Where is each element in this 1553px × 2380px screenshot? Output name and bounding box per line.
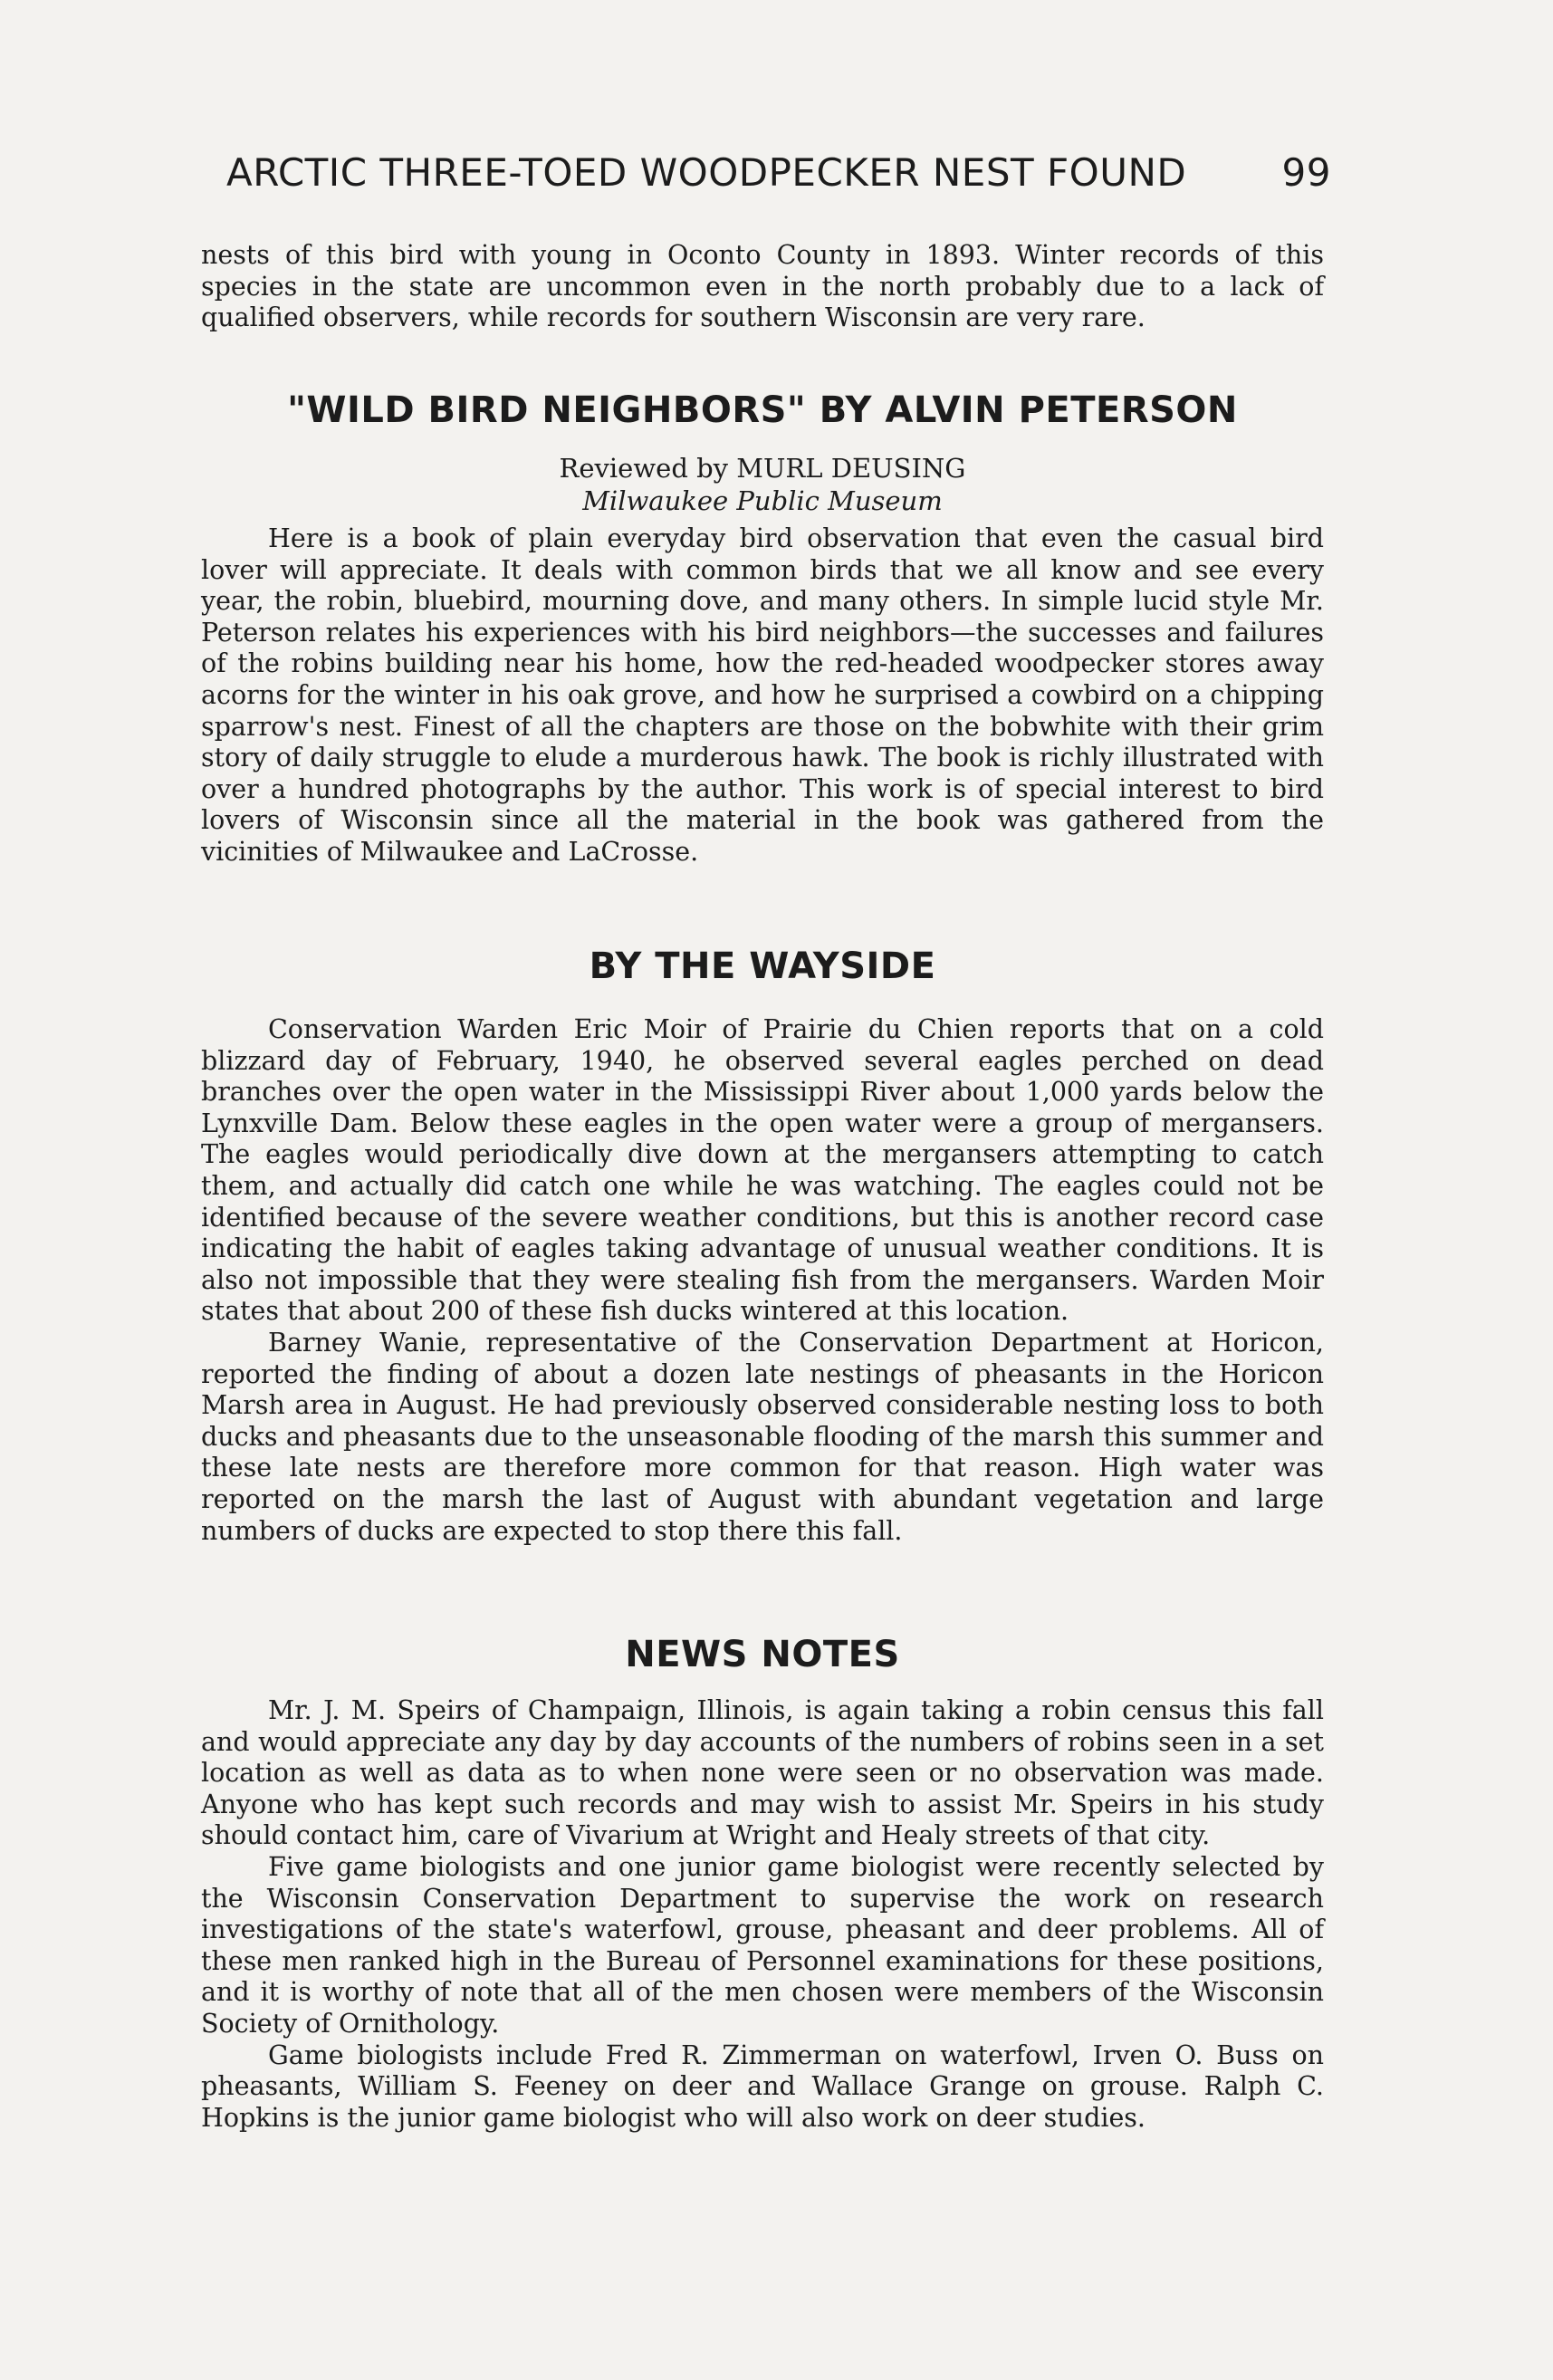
review-section	[201, 389, 1324, 869]
news-title: NEWS NOTES	[625, 1634, 900, 1675]
intro-paragraph: nests of this bird with young in Oconto County in 1893. Winter records of this species in the state are uncommon even in the north probably due to a lack of qualified observers, while records for southern Wisconsin are very rare.	[201, 240, 1324, 333]
news-paragraph-2: Five game biologists and one junior game biologist were recently selected by the Wisconsin Conservation Department to supervise the work on research investigations of the state's waterfowl, grouse, pheasant and deer problems. All of these men ranked high in the Bureau of Personnel examinations for these positions, and it is worthy of note that all of the men chosen were members of the Wisconsin Society of Ornithology.	[201, 1851, 1324, 2039]
wayside-title: BY THE WAYSIDE	[589, 945, 936, 987]
running-head-title: ARCTIC THREE-TOED WOODPECKER NEST FOUND	[226, 150, 1187, 195]
review-paragraph: Here is a book of plain everyday bird observation that even the casual bird lover will appreciate. It deals with common birds that we all know and see every year, the robin, bluebird, mourning dove, and many others. In simple lucid style Mr. Peterson relates his experiences with his bird neighbors—the successes and failures of the robins building near his home, how the red-headed woodpecker stores away acorns for the winter in his oak grove, and how he surprised a cowbird on a chipping sparrow's nest. Finest of all the chapters are those on the bobwhite with their grim story of daily struggle to elude a murderous hawk. The book is richly illustrated with over a hundred photographs by the author. This work is of special interest to bird lovers of Wisconsin since all the material in the book was gathered from the vicinities of Milwaukee and LaCrosse.	[201, 523, 1324, 867]
wayside-section	[201, 945, 1324, 1547]
intro-block	[201, 240, 1324, 334]
news-paragraph-3: Game biologists include Fred R. Zimmerman on waterfowl, Irven O. Buss on pheasants, William S. Feeney on deer and Wallace Grange on grouse. Ralph C. Hopkins is the junior game biologist who will also work on deer studies.	[201, 2039, 1324, 2133]
wayside-paragraph-2: Barney Wanie, representative of the Conservation Department at Horicon, reported the finding of about a dozen late nestings of pheasants in the Horicon Marsh area in August. He had previously observed considerable nesting loss to both ducks and pheasants due to the unseasonable flooding of the marsh this summer and these late nests are therefore more common for that reason. High water was reported on the marsh the last of August with abundant vegetation and large numbers of ducks are expected to stop there this fall.	[201, 1327, 1324, 1546]
wayside-paragraph-1: Conservation Warden Eric Moir of Prairie du Chien reports that on a cold blizzard day of February, 1940, he observed several eagles perched on dead branches over the open water in the Mississippi River about 1,000 yards below the Lynxville Dam. Below these eagles in the open water were a group of mergansers. The eagles would periodically dive down at the mergansers attempting to catch them, and actually did catch one while he was watching. The eagles could not be identified because of the severe weather conditions, but this is another record case indicating the habit of eagles taking advantage of unusual weather conditions. It is also not impossible that they were stealing fish from the mergansers. Warden Moir states that about 200 of these fish ducks wintered at this location.	[201, 1014, 1324, 1327]
news-section	[201, 1634, 1324, 2134]
review-byline: Reviewed by MURL DEUSING	[559, 453, 966, 484]
review-affiliation: Milwaukee Public Museum	[582, 485, 943, 516]
news-paragraph-1: Mr. J. M. Speirs of Champaign, Illinois, is again taking a robin census this fall and would appreciate any day by day accounts of the numbers of robins seen in a set location as well as data as to when none were seen or no observation was made. Anyone who has kept such records and may wish to assist Mr. Speirs in his study should contact him, care of Vivarium at Wright and Healy streets of that city.	[201, 1695, 1324, 1851]
review-title: "WILD BIRD NEIGHBORS" BY ALVIN PETERSON	[287, 389, 1238, 431]
page-number: 99	[1281, 150, 1331, 195]
